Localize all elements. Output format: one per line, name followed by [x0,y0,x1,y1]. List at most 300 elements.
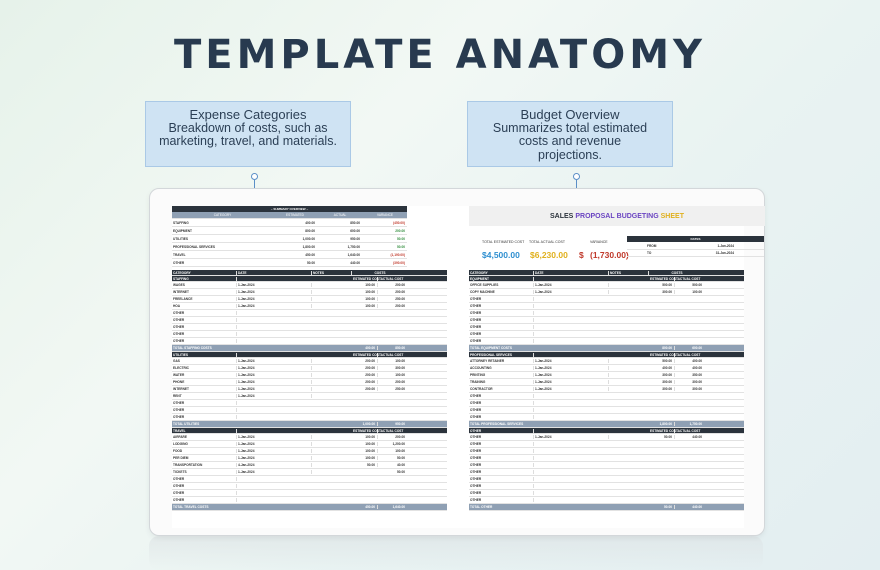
section-total-actual: 600.00 [692,346,702,350]
table-row [172,497,447,504]
row-category[interactable]: OTHER [172,318,237,322]
row-category[interactable]: OTHER [469,456,534,460]
row-category[interactable]: OTHER [172,408,237,412]
col-header-actual: ACTUAL COST [380,428,404,433]
table-row [469,365,744,372]
row-date[interactable]: 1-Jan-2024 [237,449,312,453]
kpi-label-estimated: TOTAL ESTIMATED COST [482,240,525,244]
section-total-estimated: 450.00 [352,505,378,509]
table-row [469,455,744,462]
table-row [469,289,744,296]
sheet-title [469,206,765,226]
row-category[interactable]: OTHER [469,325,534,329]
row-category[interactable]: OTHER [172,325,237,329]
table-header: CATEGORY [469,271,534,275]
row-estimated[interactable]: 200.00 [352,380,378,384]
table-row [469,497,744,504]
summary-row [172,243,407,251]
summary-category: OTHER [173,260,185,265]
sheet-title-part: BUDGETING [616,212,659,220]
table-row [469,490,744,497]
row-category[interactable]: OTHER [469,297,534,301]
summary-variance: 50.00 [397,244,405,249]
table-row [469,407,744,414]
row-category[interactable]: OTHER [172,311,237,315]
row-date[interactable]: 1-Jan-2024 [237,387,312,391]
col-header-estimated: ESTIMATED COST [353,352,381,357]
summary-row [172,259,407,267]
row-estimated[interactable]: 200.00 [352,359,378,363]
table-row [172,303,447,310]
table-row [469,338,744,345]
row-estimated[interactable]: 100.00 [352,442,378,446]
spreadsheet-screen [172,206,744,528]
summary-header: ESTIMATED [285,213,304,217]
col-header-estimated: ESTIMATED COST [650,352,678,357]
table-header: DATE [534,271,609,275]
section-total-estimated: 50.00 [649,505,675,509]
summary-actual: 950.00 [350,236,360,241]
section-total-actual: 1,750.00 [689,422,702,426]
row-estimated[interactable]: 400.00 [649,366,675,370]
row-category[interactable]: WAGES [172,283,237,287]
row-actual[interactable]: 300.00 [395,366,405,370]
row-estimated[interactable]: 100.00 [352,290,378,294]
table-row [172,414,447,421]
summary-variance: 50.00 [397,236,405,241]
col-header-actual: ACTUAL COST [677,428,701,433]
row-estimated[interactable]: 100.00 [352,283,378,287]
section-name: TRAVEL [172,429,237,433]
table-row [172,476,447,483]
table-row [469,331,744,338]
table-header: COSTS [671,270,683,275]
col-header-actual: ACTUAL COST [380,276,404,281]
col-header-estimated: ESTIMATED COST [353,428,381,433]
row-date[interactable]: 4-Jan-2024 [237,463,312,467]
row-category[interactable]: ATTORNEY RETAINER [469,359,534,363]
row-category[interactable]: FREELANCE [172,297,237,301]
row-date[interactable]: 1-Jan-2024 [237,394,312,398]
row-date[interactable]: 1-Jan-2024 [237,359,312,363]
row-category[interactable]: OTHER [469,408,534,412]
row-estimated[interactable]: 100.00 [352,435,378,439]
summary-row [172,227,407,235]
row-date[interactable]: 1-Jan-2024 [237,380,312,384]
expense-table-right [469,270,744,511]
section-name: STAFFING [172,277,237,281]
table-row [469,393,744,400]
row-category[interactable]: OTHER [469,435,534,439]
row-date[interactable]: 1-Jan-2024 [237,373,312,377]
table-row [469,434,744,441]
col-header-estimated: ESTIMATED COST [650,276,678,281]
table-row [469,448,744,455]
row-date[interactable]: 1-Jan-2024 [237,283,312,287]
summary-overview [172,206,407,267]
row-actual[interactable]: 200.00 [395,435,405,439]
section-total-actual: 850.00 [395,346,405,350]
table-row [469,441,744,448]
row-category[interactable]: OTHER [469,394,534,398]
row-actual[interactable]: 250.00 [395,387,405,391]
row-category[interactable]: OTHER [469,311,534,315]
section-total-label: TOTAL STAFFING COSTS [173,346,212,350]
row-date[interactable]: 1-Jan-2024 [534,387,609,391]
table-row [469,310,744,317]
row-date[interactable]: 1-Jan-2024 [237,304,312,308]
row-category[interactable]: OTHER [469,477,534,481]
summary-row [172,219,407,227]
section-total-row [172,421,447,428]
summary-header: VARIANCE [376,213,394,217]
kpi-variance: (1,730.00) [590,250,629,260]
connector-dot [251,173,258,180]
table-row [172,338,447,345]
dates-from-label: FROM [647,244,657,248]
section-name: UTILITIES [172,353,237,357]
col-header-actual: ACTUAL COST [677,352,701,357]
summary-variance: (1,190.00) [390,252,405,257]
row-actual[interactable]: 300.00 [692,380,702,384]
section-total-row [469,345,744,352]
row-category[interactable]: OFFICE SUPPLIES [469,283,534,287]
section-name: EQUIPMENT [469,277,534,281]
section-total-label: TOTAL TRAVEL COSTS [173,505,209,509]
row-actual[interactable]: 400.00 [692,366,702,370]
row-estimated[interactable]: 500.00 [649,283,675,287]
row-category[interactable]: OTHER [469,304,534,308]
row-date[interactable]: 1-Jan-2024 [237,470,312,474]
row-category[interactable]: OTHER [172,498,237,502]
row-category[interactable]: OTHER [172,401,237,405]
kpi-total-estimated: $4,500.00 [482,250,520,260]
row-date[interactable]: 1-Jan-2024 [534,435,609,439]
table-row [172,365,447,372]
section-total-row [172,504,447,511]
summary-estimated: 50.00 [307,260,315,265]
row-category[interactable]: OTHER [469,498,534,502]
row-estimated[interactable]: 300.00 [649,380,675,384]
section-total-row [172,345,447,352]
table-row [172,400,447,407]
row-estimated[interactable]: 100.00 [352,456,378,460]
row-category[interactable]: OTHER [172,339,237,343]
callout-title: Budget Overview [520,107,620,122]
row-category[interactable]: OTHER [469,442,534,446]
row-estimated[interactable]: 50.00 [352,463,378,467]
table-row [172,490,447,497]
summary-category: PROFESSIONAL SERVICES [173,244,216,249]
summary-estimated: 400.00 [305,220,315,225]
row-actual[interactable]: 250.00 [395,297,405,301]
sheet-title-part: SHEET [660,212,684,220]
row-actual[interactable]: 100.00 [395,359,405,363]
callout-budget-overview [467,101,673,167]
row-category[interactable]: CONTRACTOR [469,387,534,391]
expense-table-left [172,270,447,511]
col-header-actual: ACTUAL COST [677,276,701,281]
section-total-label: TOTAL OTHER [470,505,493,509]
row-category[interactable]: ELECTRIC [172,366,237,370]
row-category[interactable]: RENT [172,394,237,398]
callout-title: Expense Categories [189,107,307,122]
summary-estimated: 450.00 [305,252,315,257]
table-row [172,434,447,441]
section-name: OTHER [469,429,534,433]
table-row [172,372,447,379]
section-total-estimated: 1,800.00 [649,422,675,426]
table-row [469,317,744,324]
table-row [469,303,744,310]
row-date[interactable]: 1-Jan-2024 [534,283,609,287]
row-date[interactable]: 1-Jan-2024 [237,456,312,460]
row-category[interactable]: OTHER [469,491,534,495]
summary-actual: 1,750.00 [347,244,360,249]
summary-variance: (450.00) [393,220,405,225]
kpi-total-actual: $6,230.00 [530,250,568,260]
section-total-estimated: 800.00 [649,346,675,350]
row-category[interactable]: OTHER [172,484,237,488]
section-total-row [469,504,744,511]
row-date[interactable]: 1-Jan-2024 [534,373,609,377]
table-row [172,379,447,386]
table-row [469,296,744,303]
summary-estimated: 1,000.00 [302,236,315,241]
summary-category: TRAVEL [173,252,186,257]
summary-header-row [172,212,407,219]
row-category[interactable]: FOOD [172,449,237,453]
row-category[interactable]: TRANSPORTATION [172,463,237,467]
summary-row [172,235,407,243]
row-date[interactable]: 1-Jan-2024 [534,366,609,370]
col-header-estimated: ESTIMATED COST [650,428,678,433]
table-row [469,324,744,331]
table-row [172,469,447,476]
table-row [469,462,744,469]
row-category[interactable]: WATER [172,373,237,377]
section-total-estimated: 1,000.00 [352,422,378,426]
row-actual[interactable]: 100.00 [395,373,405,377]
table-row [172,358,447,365]
row-estimated[interactable]: 100.00 [352,297,378,301]
table-row [172,483,447,490]
row-category[interactable]: LODGING [172,442,237,446]
kpi-label-actual: TOTAL ACTUAL COST [529,240,565,244]
summary-actual: 440.00 [350,260,360,265]
row-estimated[interactable]: 500.00 [649,359,675,363]
row-category[interactable]: TICKETS [172,470,237,474]
connector-dot [573,173,580,180]
row-estimated[interactable]: 100.00 [352,449,378,453]
kpi-label-variance: VARIANCE [590,240,608,244]
table-row [469,483,744,490]
row-category[interactable]: OTHER [469,415,534,419]
row-date[interactable]: 1-Jan-2024 [237,290,312,294]
table-row [172,407,447,414]
dates-to-label: TO [647,251,652,255]
row-category[interactable]: GAS [172,359,237,363]
col-header-actual: ACTUAL COST [380,352,404,357]
summary-estimated: 800.00 [305,228,315,233]
row-category[interactable]: OTHER [172,415,237,419]
row-category[interactable]: INTERNET [172,387,237,391]
table-row [172,282,447,289]
row-category[interactable]: OTHER [469,484,534,488]
row-category[interactable]: INTERNET [172,290,237,294]
table-header: NOTES [312,271,352,275]
table-row [172,393,447,400]
section-total-estimated: 400.00 [352,346,378,350]
row-actual[interactable]: 500.00 [692,283,702,287]
row-category[interactable]: HOA [172,304,237,308]
summary-category: UTILITIES [173,236,189,241]
section-total-actual: 950.00 [395,422,405,426]
table-row [172,441,447,448]
row-category[interactable]: OTHER [469,470,534,474]
row-category[interactable]: OTHER [172,332,237,336]
summary-variance: 200.00 [395,228,405,233]
table-row [469,469,744,476]
table-row [172,296,447,303]
row-category[interactable]: OTHER [469,332,534,336]
callout-body: Summarizes total estimated costs and revenue projections. [492,120,648,162]
summary-header: ACTUAL [333,213,347,217]
row-category[interactable]: OTHER [469,463,534,467]
row-date[interactable]: 1-Jan-2024 [237,435,312,439]
summary-actual: 600.00 [350,228,360,233]
table-row [172,455,447,462]
table-row [172,331,447,338]
row-actual[interactable]: 1,200.00 [392,442,405,446]
row-date[interactable]: 1-Jan-2024 [237,366,312,370]
row-actual[interactable]: 100.00 [692,290,702,294]
row-actual[interactable]: 440.00 [692,435,702,439]
table-row [469,372,744,379]
sheet-title-part: SALES [550,212,574,220]
sheet-title-part: PROPOSAL [575,212,615,220]
row-category[interactable]: COPY MACHINE [469,290,534,294]
row-category[interactable]: OTHER [172,491,237,495]
row-actual[interactable]: 200.00 [395,380,405,384]
table-row [469,476,744,483]
summary-actual: 1,640.00 [347,252,360,257]
section-total-label: TOTAL PROFESSIONAL SERVICES [470,422,524,426]
table-row [469,358,744,365]
callout-expense-categories [145,101,351,167]
table-row [469,414,744,421]
table-header: NOTES [609,271,649,275]
row-estimated[interactable]: 200.00 [352,387,378,391]
table-row [172,448,447,455]
kpi-variance-currency: $ [579,250,584,260]
row-estimated[interactable]: 300.00 [649,387,675,391]
summary-rows [172,219,407,267]
section-name: PROFESSIONAL SERVICES [469,353,534,357]
row-category[interactable]: OTHER [469,339,534,343]
row-actual[interactable]: 300.00 [692,387,702,391]
summary-variance: (390.00) [393,260,405,265]
summary-category: EQUIPMENT [173,228,192,233]
row-category[interactable]: OTHER [469,318,534,322]
summary-row [172,251,407,259]
table-row [172,317,447,324]
table-row [469,400,744,407]
table-row [469,379,744,386]
row-actual[interactable]: 50.00 [397,470,405,474]
row-estimated[interactable]: 300.00 [649,290,675,294]
dates-block [627,243,764,257]
row-actual[interactable]: 100.00 [395,449,405,453]
row-category[interactable]: TRAINING [469,380,534,384]
row-category[interactable]: OTHER [469,401,534,405]
summary-title: – SUMMARY OVERVIEW – [172,206,407,212]
row-category[interactable]: ACCOUNTING [469,366,534,370]
row-category[interactable]: PRINTING [469,373,534,377]
row-category[interactable]: PHONE [172,380,237,384]
table-row [469,282,744,289]
row-date[interactable]: 1-Jan-2024 [237,297,312,301]
row-date[interactable]: 1-Jan-2024 [534,290,609,294]
row-actual[interactable]: 200.00 [395,283,405,287]
row-actual[interactable]: 50.00 [397,456,405,460]
section-total-label: TOTAL UTILITIES [173,422,200,426]
laptop-reflection [149,536,763,570]
row-estimated[interactable]: 200.00 [352,366,378,370]
summary-actual: 850.00 [350,220,360,225]
row-actual[interactable]: 40.00 [397,463,405,467]
row-actual[interactable]: 400.00 [692,359,702,363]
dates-from-value[interactable]: 1-Jan-2024 [717,244,734,248]
table-header: DATE [237,271,312,275]
summary-category: STAFFING [173,220,189,225]
row-estimated[interactable]: 200.00 [352,373,378,377]
callout-body: Breakdown of costs, such as marketing, travel, and materials. [159,120,337,148]
row-actual[interactable]: 350.00 [692,373,702,377]
row-actual[interactable]: 200.00 [395,290,405,294]
row-actual[interactable]: 200.00 [395,304,405,308]
col-header-estimated: ESTIMATED COST [353,276,381,281]
table-row [469,386,744,393]
table-row [172,462,447,469]
table-row [172,310,447,317]
row-date[interactable]: 1-Jan-2024 [534,359,609,363]
section-total-actual: 440.00 [692,505,702,509]
row-category[interactable]: PER DIEM [172,456,237,460]
row-category[interactable]: AIRFARE [172,435,237,439]
dates-to-value[interactable]: 31-Jan-2024 [715,251,734,255]
table-header: COSTS [374,270,386,275]
row-estimated[interactable]: 50.00 [649,435,675,439]
device-frame [149,188,765,536]
row-estimated[interactable]: 300.00 [649,373,675,377]
row-estimated[interactable]: 100.00 [352,304,378,308]
expense-sections [469,276,744,511]
row-date[interactable]: 1-Jan-2024 [237,442,312,446]
expense-sections [172,276,447,511]
table-row [172,386,447,393]
section-total-row [469,421,744,428]
summary-estimated: 1,800.00 [302,244,315,249]
row-category[interactable]: OTHER [172,477,237,481]
dates-header: DATES [627,236,764,242]
row-date[interactable]: 1-Jan-2024 [534,380,609,384]
table-row [172,324,447,331]
table-header: CATEGORY [172,271,237,275]
page-title: TEMPLATE ANATOMY [174,32,706,78]
summary-header: CATEGORY [213,213,232,217]
row-category[interactable]: OTHER [469,449,534,453]
